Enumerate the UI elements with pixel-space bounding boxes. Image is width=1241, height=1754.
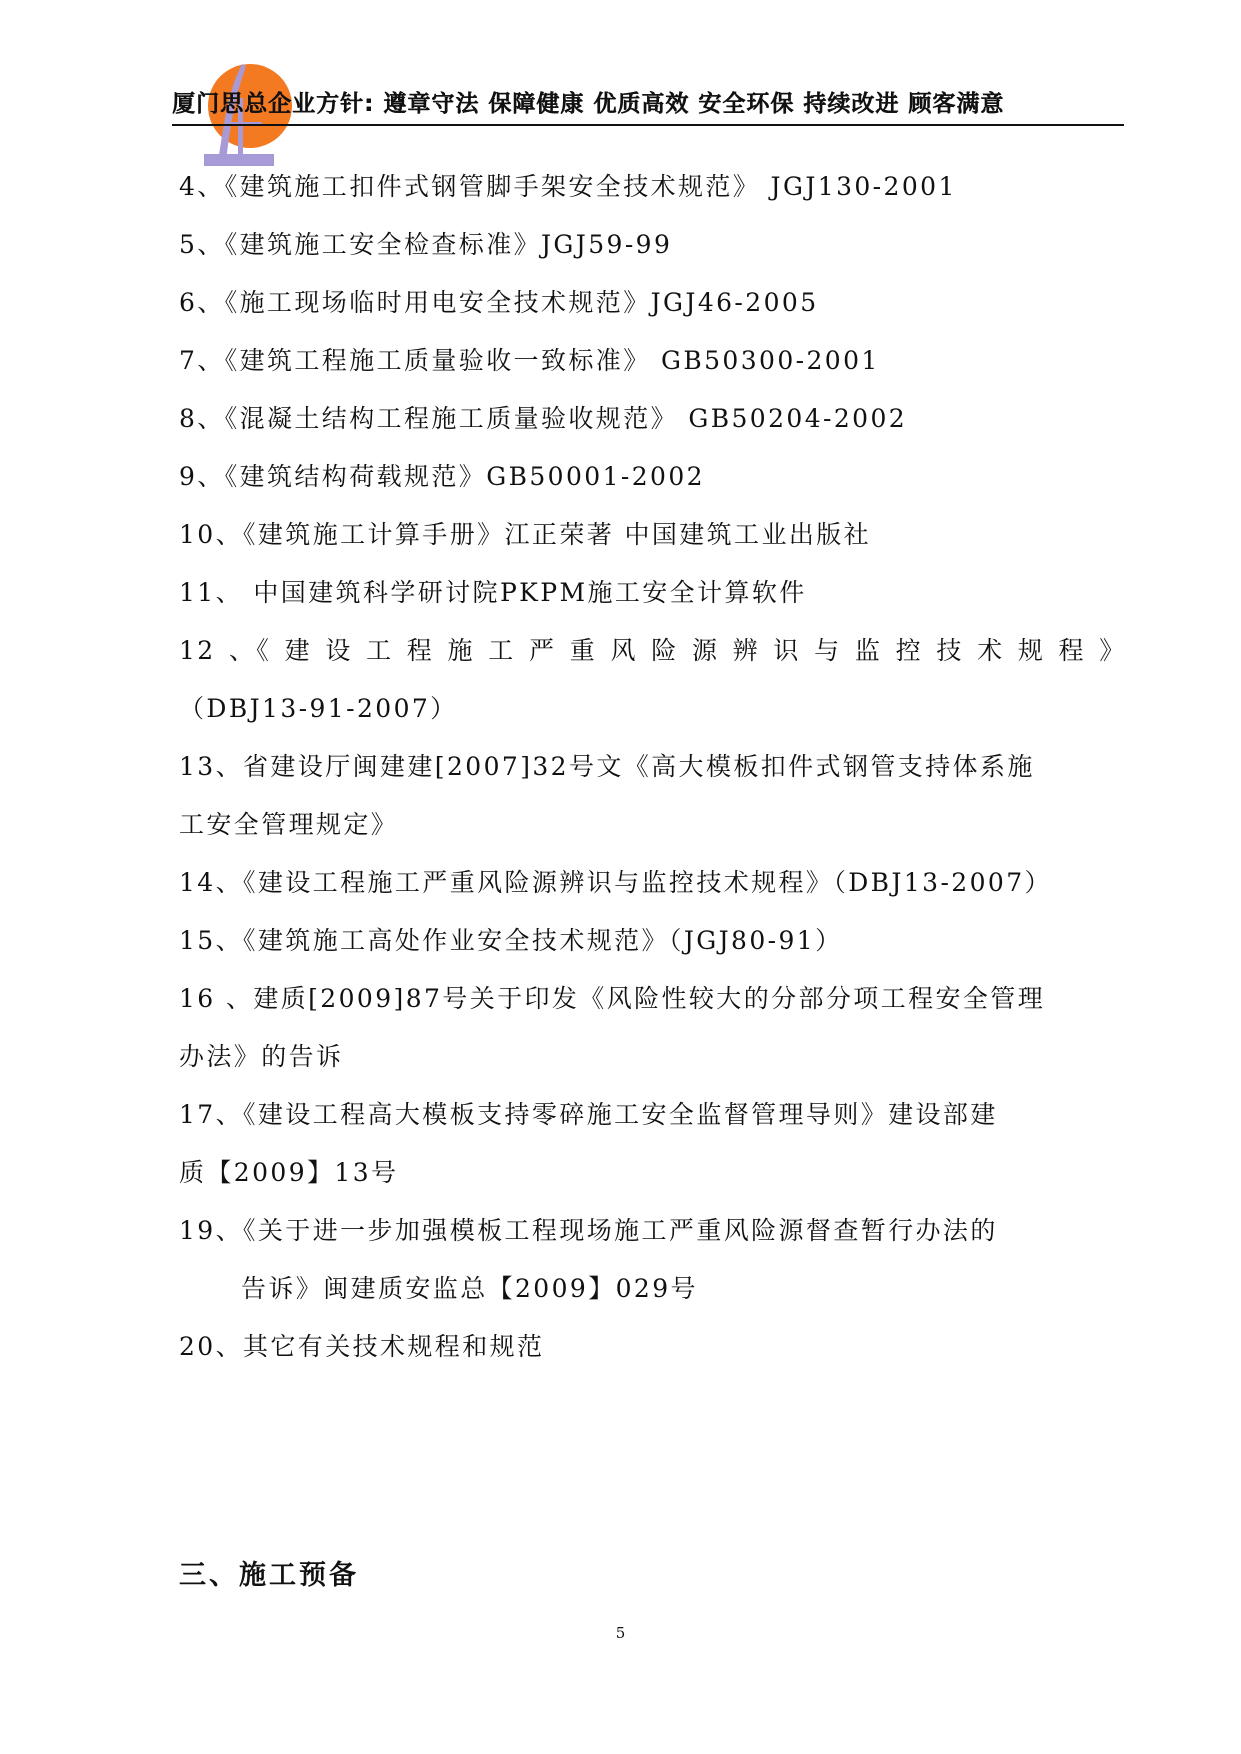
section-title: 三、施工预备 xyxy=(179,1560,359,1591)
item12-glyph: 重 xyxy=(569,636,598,665)
item12-glyph: 程 xyxy=(406,636,435,665)
header-divider xyxy=(172,124,1124,126)
item12-glyph: 、《 xyxy=(228,636,272,665)
reference-item-17-cont: 质【2009】13号 xyxy=(179,1158,399,1187)
item12-glyph: 源 xyxy=(691,636,720,665)
item12-glyph: 工 xyxy=(488,636,516,665)
reference-item-4: 4、《建筑施工扣件式钢管脚手架安全技术规范》 JGJ130-2001 xyxy=(179,172,957,201)
item12-glyph: 识 xyxy=(773,636,801,665)
item12-glyph: 程 xyxy=(1058,636,1086,665)
item12-glyph: 技 xyxy=(936,636,964,665)
reference-item-13-cont: 工安全管理规定》 xyxy=(179,810,399,839)
item12-glyph: 监 xyxy=(854,636,883,665)
item12-glyph: 辨 xyxy=(732,636,761,665)
reference-item-17: 17、《建设工程高大模板支持零碎施工安全监督管理导则》建设部建 xyxy=(179,1100,998,1129)
item12-glyph: 严 xyxy=(529,636,557,665)
reference-item-16: 16 、建质[2009]87号关于印发《风险性较大的分部分项工程安全管理 xyxy=(179,984,1046,1013)
reference-item-12-justified xyxy=(179,631,1127,671)
reference-item-12-cont: （DBJ13-91-2007） xyxy=(179,694,458,723)
reference-item-13: 13、省建设厅闽建建[2007]32号文《高大模板扣件式钢管支持体系施 xyxy=(179,752,1035,781)
item12-glyph: 工 xyxy=(366,636,394,665)
page-number: 5 xyxy=(615,1624,626,1642)
item12-glyph: 术 xyxy=(977,636,1005,665)
reference-item-5: 5、《建筑施工安全检查标准》JGJ59-99 xyxy=(179,230,673,259)
reference-item-15: 15、《建筑施工高处作业安全技术规范》（JGJ80-91） xyxy=(179,926,843,955)
reference-item-7: 7、《建筑工程施工质量验收一致标准》 GB50300-2001 xyxy=(179,346,880,375)
reference-item-9: 9、《建筑结构荷载规范》GB50001-2002 xyxy=(179,462,705,491)
reference-item-16-cont: 办法》的告诉 xyxy=(179,1042,344,1071)
reference-item-12 xyxy=(179,631,1129,671)
item12-glyph: 控 xyxy=(895,636,924,665)
item12-glyph: 设 xyxy=(325,636,353,665)
item12-glyph: 建 xyxy=(284,636,312,665)
item12-glyph: 风 xyxy=(610,636,638,665)
page-header-policy: 厦门思总企业方针: 遵章守法 保障健康 优质高效 安全环保 持续改进 顾客满意 xyxy=(172,91,1005,117)
item12-glyph: 12 xyxy=(179,636,216,665)
reference-item-8: 8、《混凝土结构工程施工质量验收规范》 GB50204-2002 xyxy=(179,404,908,433)
reference-item-19-cont: 告诉》闽建质安监总【2009】029号 xyxy=(241,1274,698,1303)
reference-item-6: 6、《施工现场临时用电安全技术规范》JGJ46-2005 xyxy=(179,288,819,317)
item12-glyph: 规 xyxy=(1017,636,1046,665)
reference-item-11: 11、 中国建筑科学研讨院PKPM施工安全计算软件 xyxy=(179,578,807,607)
item12-glyph: 施 xyxy=(447,636,475,665)
reference-item-19: 19、《关于进一步加强模板工程现场施工严重风险源督查暂行办法的 xyxy=(179,1216,998,1245)
item12-glyph: 险 xyxy=(651,636,679,665)
reference-item-20: 20、其它有关技术规程和规范 xyxy=(179,1332,545,1361)
item12-glyph: 》 xyxy=(1099,636,1127,665)
item12-glyph: 与 xyxy=(814,636,842,665)
reference-item-14: 14、《建设工程施工严重风险源辨识与监控技术规程》（DBJ13-2007） xyxy=(179,868,1052,897)
reference-item-10: 10、《建筑施工计算手册》江正荣著 中国建筑工业出版社 xyxy=(179,520,872,549)
